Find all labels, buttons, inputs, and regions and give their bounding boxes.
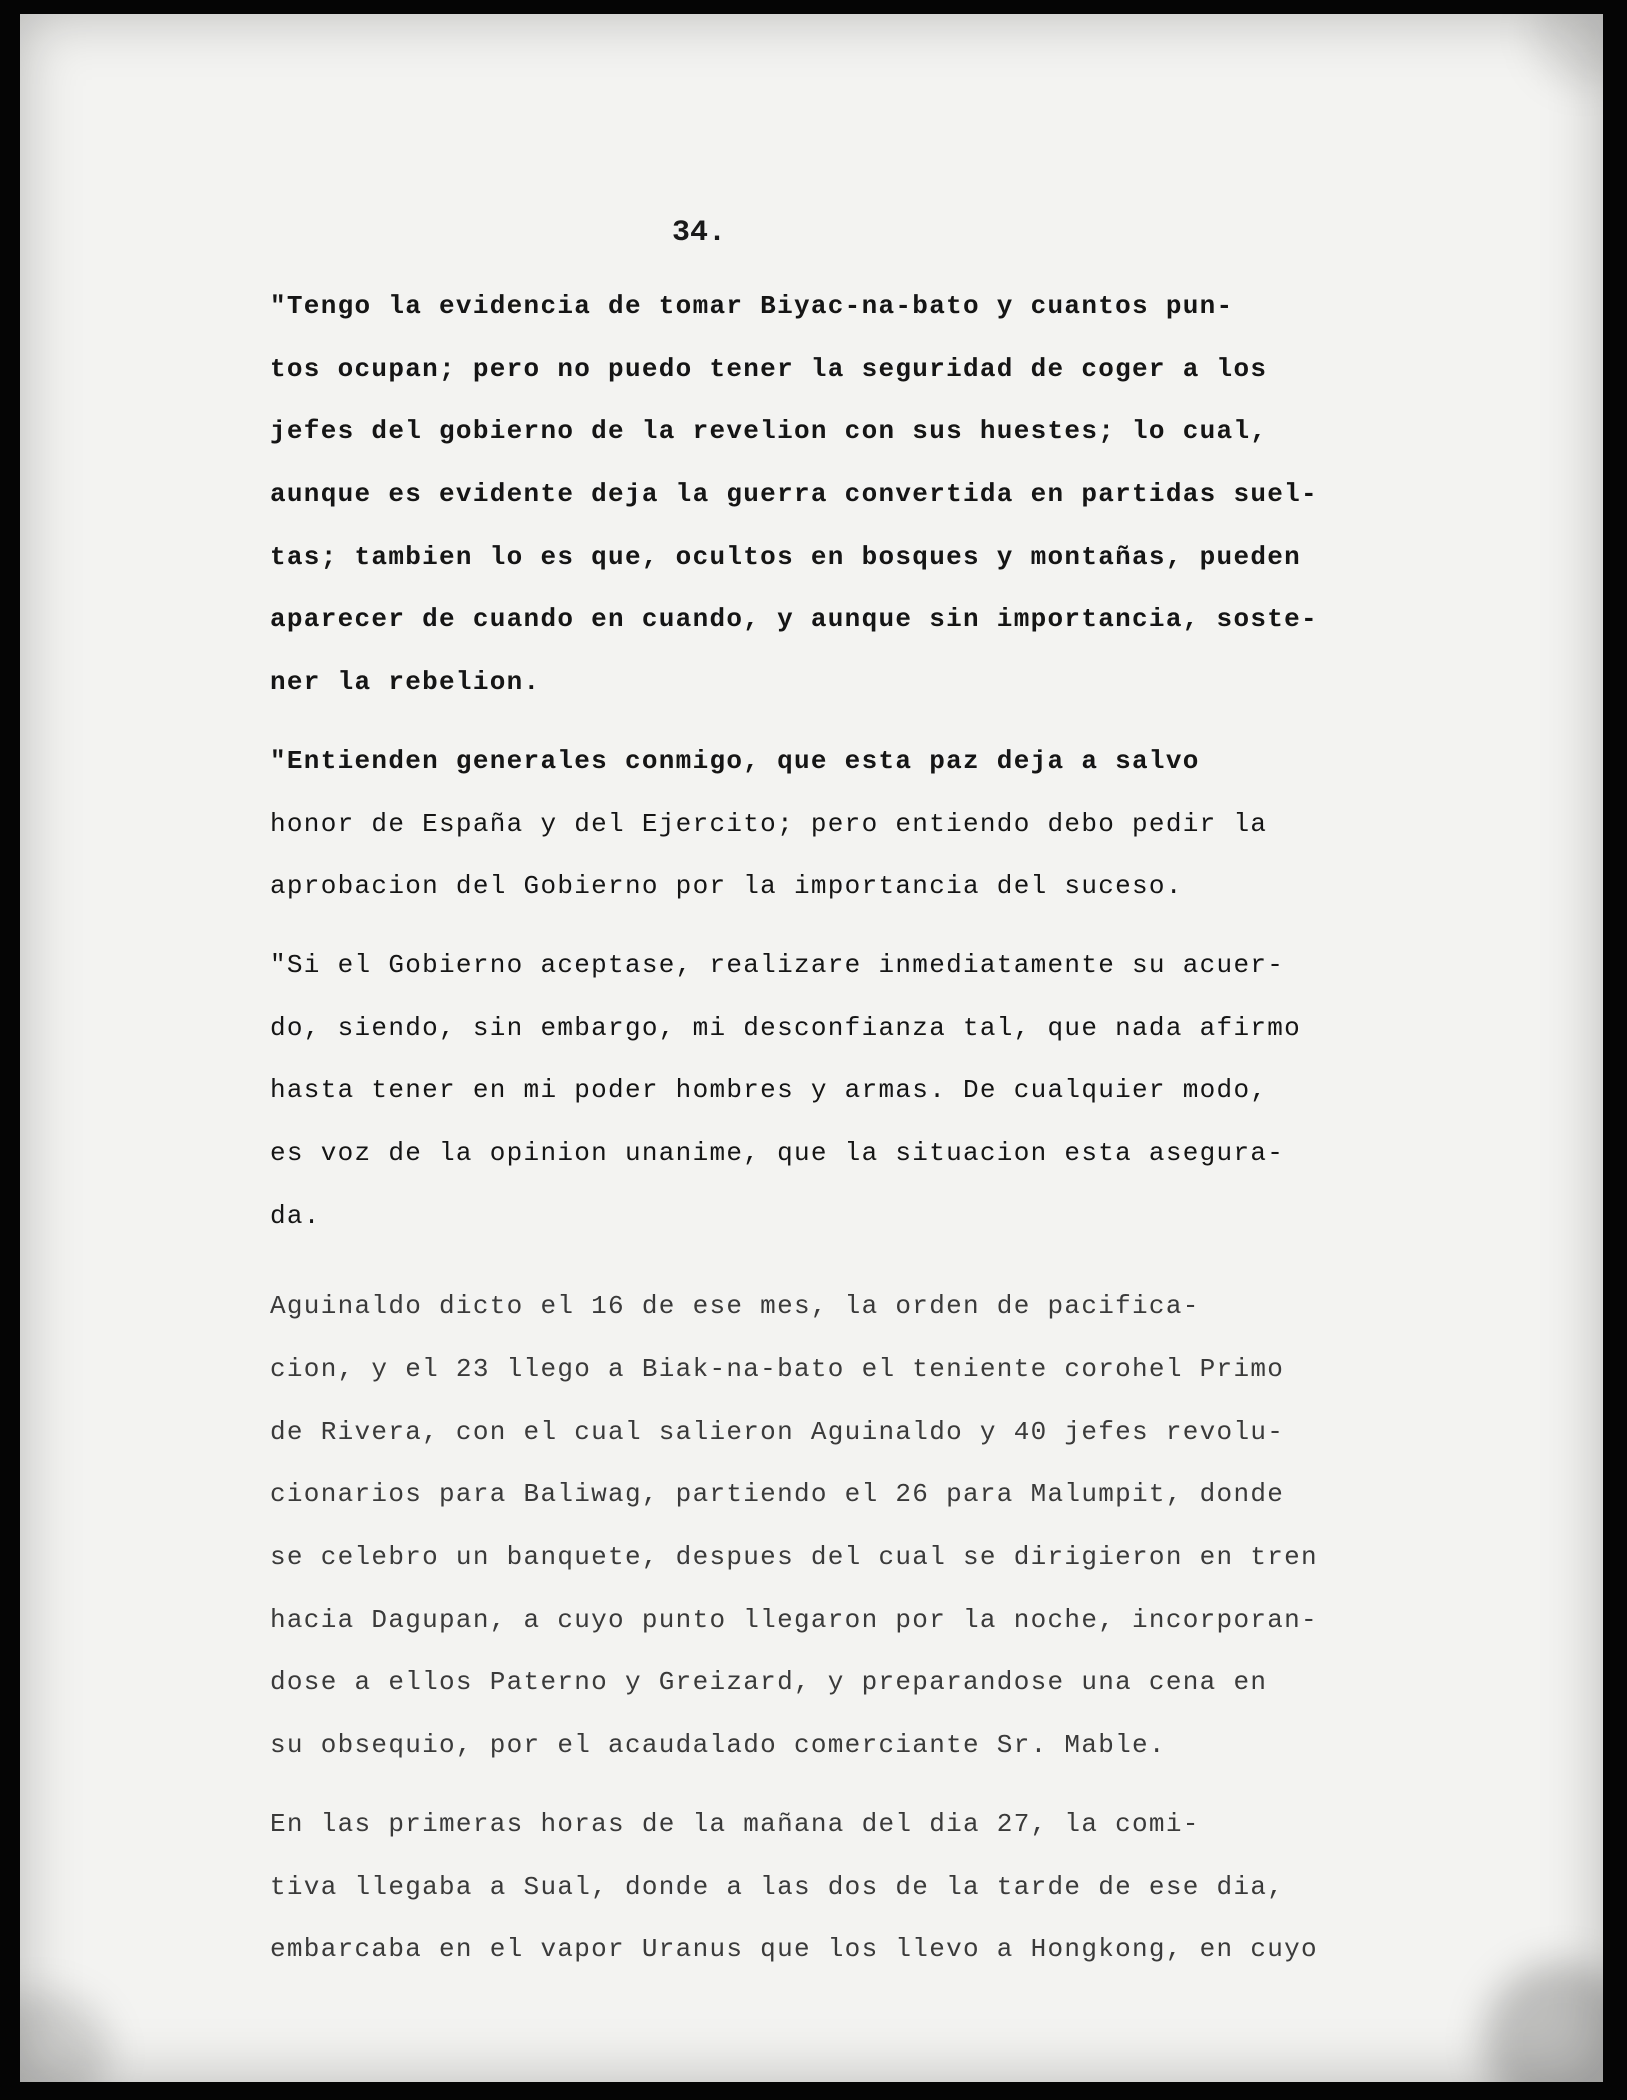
body-text bbox=[270, 275, 1450, 1981]
text-line: da. bbox=[270, 1200, 321, 1231]
text-line: "Entienden generales conmigo, que esta paz deja a salvo bbox=[270, 745, 1200, 776]
text-line: de Rivera, con el cual salieron Aguinaldo y 40 jefes revolu- bbox=[270, 1416, 1285, 1447]
text-line: aparecer de cuando en cuando, y aunque sin importancia, soste- bbox=[270, 604, 1318, 635]
text-line: tas; tambien lo es que, ocultos en bosques y montañas, pueden bbox=[270, 541, 1302, 572]
scan-smudge bbox=[1533, 14, 1603, 84]
text-line: do, siendo, sin embargo, mi desconfianza tal, que nada afirmo bbox=[270, 1012, 1302, 1043]
text-line: hacia Dagupan, a cuyo punto llegaron por la noche, incorporan- bbox=[270, 1604, 1318, 1635]
text-line: jefes del gobierno de la revelion con sus huestes; lo cual, bbox=[270, 416, 1268, 447]
text-line: es voz de la opinion unanime, que la situacion esta asegura- bbox=[270, 1137, 1285, 1168]
text-line: tos ocupan; pero no puedo tener la seguridad de coger a los bbox=[270, 353, 1268, 384]
scan-smudge bbox=[1483, 1962, 1603, 2082]
text-line: ner la rebelion. bbox=[270, 667, 541, 698]
text-line: aprobacion del Gobierno por la importancia del suceso. bbox=[270, 871, 1183, 902]
scan-smudge bbox=[20, 1992, 110, 2082]
text-line: honor de España y del Ejercito; pero entiendo debo pedir la bbox=[270, 808, 1268, 839]
text-line: cionarios para Baliwag, partiendo el 26 para Malumpit, donde bbox=[270, 1479, 1285, 1510]
text-line: se celebro un banquete, despues del cual se dirigieron en tren bbox=[270, 1542, 1318, 1573]
page-number: 34. bbox=[672, 216, 727, 250]
text-line: tiva llegaba a Sual, donde a las dos de la tarde de ese dia, bbox=[270, 1871, 1285, 1902]
text-line: su obsequio, por el acaudalado comerciante Sr. Mable. bbox=[270, 1730, 1166, 1761]
text-line: hasta tener en mi poder hombres y armas. De cualquier modo, bbox=[270, 1075, 1268, 1106]
text-line: aunque es evidente deja la guerra convertida en partidas suel- bbox=[270, 479, 1318, 510]
text-line: Aguinaldo dicto el 16 de ese mes, la orden de pacifica- bbox=[270, 1291, 1200, 1322]
text-line: "Tengo la evidencia de tomar Biyac-na-bato y cuantos pun- bbox=[270, 291, 1234, 321]
text-line: "Si el Gobierno aceptase, realizare inmediatamente su acuer- bbox=[270, 949, 1285, 980]
text-line: dose a ellos Paterno y Greizard, y preparandose una cena en bbox=[270, 1667, 1268, 1698]
text-line: cion, y el 23 llego a Biak-na-bato el teniente corohel Primo bbox=[270, 1354, 1285, 1384]
text-line: embarcaba en el vapor Uranus que los llevo a Hongkong, en cuyo bbox=[270, 1934, 1318, 1965]
text-line: En las primeras horas de la mañana del dia 27, la comi- bbox=[270, 1808, 1200, 1839]
